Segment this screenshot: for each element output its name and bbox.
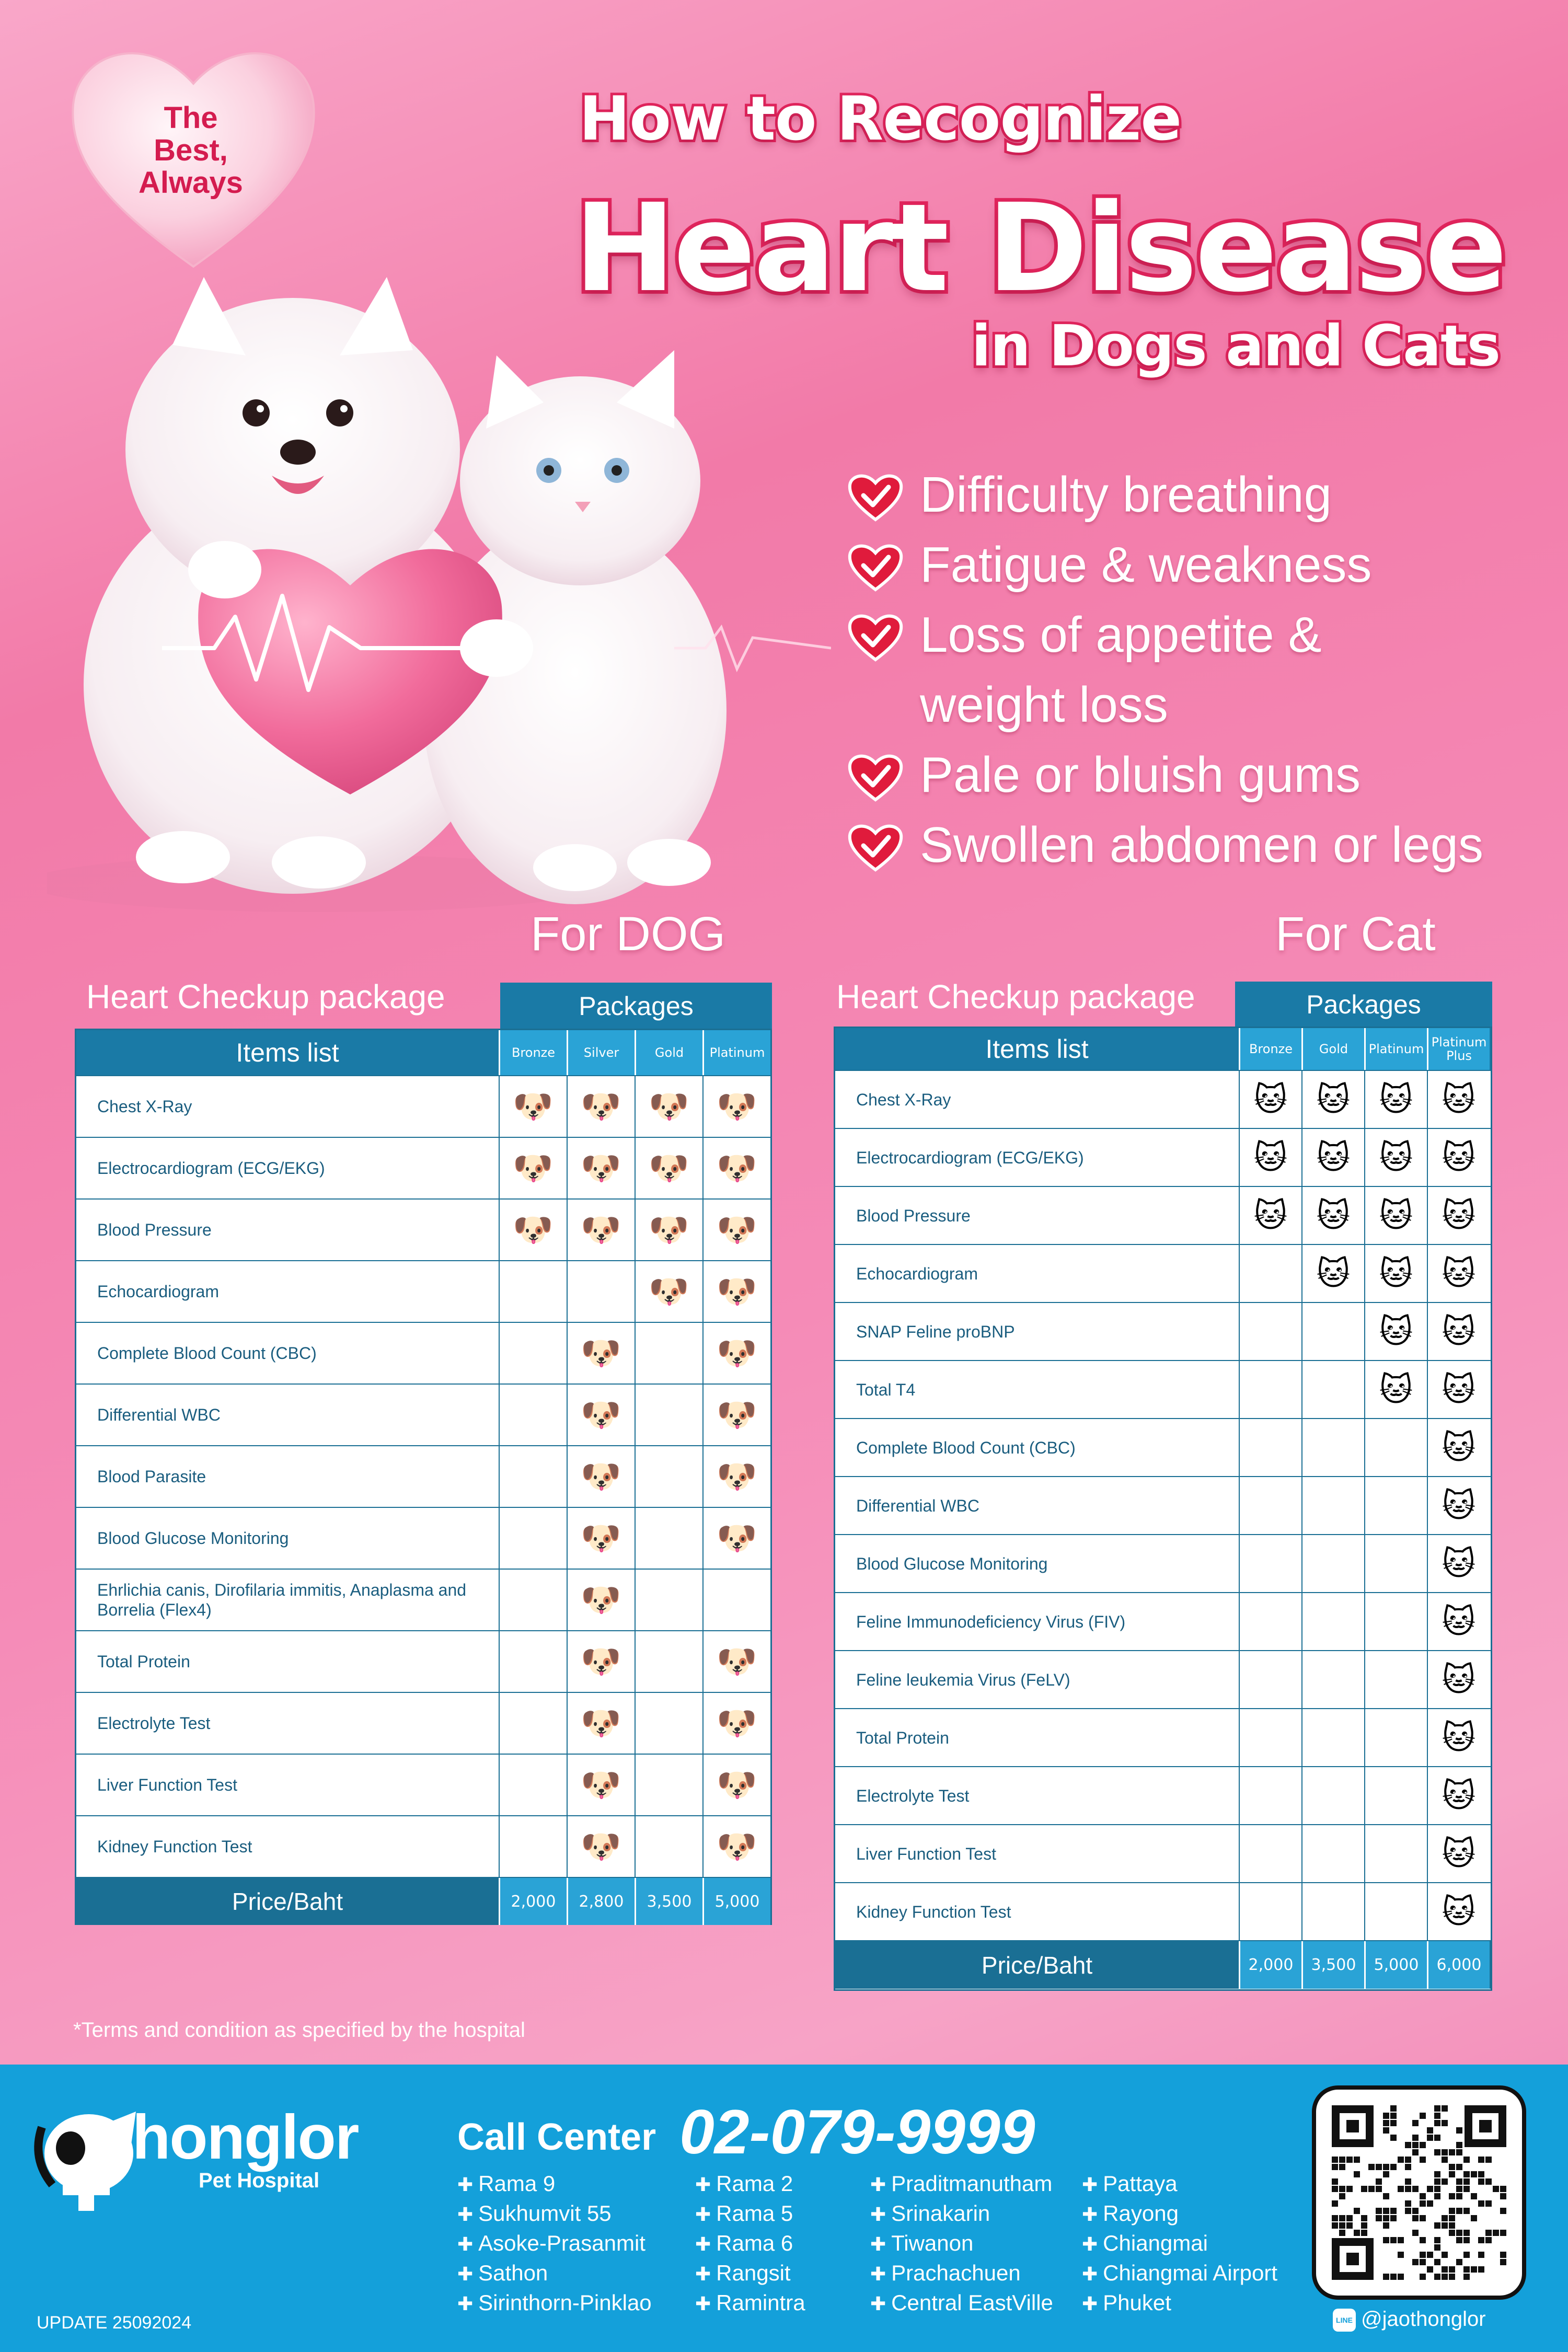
empty-cell — [1239, 1825, 1301, 1882]
empty-cell — [1301, 1767, 1364, 1824]
price-value: 2,800 — [567, 1878, 635, 1925]
empty-cell — [1301, 1825, 1364, 1882]
empty-cell — [1364, 1767, 1427, 1824]
item-name: Liver Function Test — [856, 1844, 996, 1863]
badge-line-3: Always — [139, 166, 243, 200]
dog-included-icon: 🐶 — [635, 1200, 702, 1260]
empty-cell — [499, 1446, 567, 1507]
branch-item: ✚ Sukhumvit 55 — [457, 2199, 698, 2229]
cat-included-icon: 🐱 — [1427, 1651, 1490, 1708]
empty-cell — [635, 1570, 702, 1630]
dog-table-header-row — [76, 1030, 770, 1076]
item-name: Blood Pressure — [97, 1220, 212, 1239]
symptom-item — [841, 600, 1542, 670]
table-row — [835, 1129, 1491, 1187]
dog-included-icon: 🐶 — [567, 1138, 635, 1198]
item-name: Chest X-Ray — [856, 1090, 951, 1109]
symptom-item — [841, 740, 1542, 810]
cat-package-table — [834, 1027, 1492, 1991]
branch-item: ✚ Chiangmai Airport — [1082, 2258, 1322, 2288]
dog-included-icon: 🐶 — [567, 1076, 635, 1137]
empty-cell — [635, 1755, 702, 1815]
symptom-text: Swollen abdomen or legs — [920, 817, 1483, 873]
branch-item: ✚ Srinakarin — [870, 2199, 1111, 2229]
branch-item: ✚ Phuket — [1082, 2288, 1322, 2318]
item-name: Electrocardiogram (ECG/EKG) — [856, 1148, 1084, 1167]
empty-cell — [1239, 1361, 1301, 1418]
cat-included-icon: 🐱 — [1427, 1245, 1490, 1302]
item-name: Total Protein — [856, 1728, 949, 1747]
dog-included-icon: 🐶 — [567, 1200, 635, 1260]
item-name: Liver Function Test — [97, 1775, 237, 1794]
item-name: Total Protein — [97, 1652, 190, 1671]
brand-name: thonglor — [112, 2102, 359, 2172]
cat-included-icon: 🐱 — [1427, 1709, 1490, 1766]
item-name: Blood Pressure — [856, 1206, 971, 1225]
item-name: Feline Immunodeficiency Virus (FIV) — [856, 1612, 1126, 1631]
branch-item: ✚ Tiwanon — [870, 2229, 1111, 2258]
terms-note: *Terms and condition as specified by the hospital — [73, 2019, 525, 2042]
dog-included-icon: 🐶 — [499, 1138, 567, 1198]
cat-included-icon: 🐱 — [1427, 1593, 1490, 1650]
empty-cell — [499, 1261, 567, 1322]
empty-cell — [1301, 1361, 1364, 1418]
empty-cell — [635, 1323, 702, 1383]
table-row — [76, 1385, 770, 1446]
cat-included-icon: 🐱 — [1364, 1245, 1427, 1302]
empty-cell — [1301, 1883, 1364, 1940]
empty-cell — [1239, 1535, 1301, 1592]
empty-cell — [635, 1631, 702, 1692]
empty-cell — [1239, 1303, 1301, 1360]
cat-included-icon: 🐱 — [1239, 1071, 1301, 1128]
price-value: 3,500 — [1301, 1941, 1364, 1989]
table-row — [835, 1825, 1491, 1883]
price-label: Price/Baht — [232, 1888, 343, 1915]
dog-package-table — [75, 1029, 772, 1925]
table-row — [76, 1508, 770, 1570]
symptom-text: Pale or bluish gums — [920, 747, 1361, 803]
table-row — [835, 1245, 1491, 1303]
cat-included-icon: 🐱 — [1427, 1477, 1490, 1534]
empty-cell — [1239, 1767, 1301, 1824]
symptom-text: weight loss — [920, 677, 1168, 733]
branch-item: ✚ Asoke-Prasanmit — [457, 2229, 698, 2258]
empty-cell — [635, 1816, 702, 1877]
empty-cell — [635, 1385, 702, 1445]
empty-cell — [1239, 1419, 1301, 1476]
branch-item: ✚ Rangsit — [695, 2258, 936, 2288]
dog-included-icon: 🐶 — [567, 1385, 635, 1445]
price-value: 5,000 — [702, 1878, 770, 1925]
empty-cell — [499, 1631, 567, 1692]
empty-cell — [1364, 1825, 1427, 1882]
branch-item: ✚ Central EastVille — [870, 2288, 1111, 2318]
call-center-number[interactable]: 02-079-9999 — [679, 2097, 1035, 2167]
cat-included-icon: 🐱 — [1239, 1129, 1301, 1186]
tier-header-bronze: Bronze — [1239, 1028, 1301, 1070]
dog-included-icon: 🐶 — [567, 1508, 635, 1569]
branch-item: ✚ Prachachuen — [870, 2258, 1111, 2288]
dog-included-icon: 🐶 — [702, 1138, 770, 1198]
dog-included-icon: 🐶 — [567, 1323, 635, 1383]
cat-price-row — [835, 1941, 1491, 1989]
cat-included-icon: 🐱 — [1364, 1071, 1427, 1128]
symptom-text: Fatigue & weakness — [920, 537, 1372, 593]
empty-cell — [1364, 1535, 1427, 1592]
empty-cell — [1364, 1709, 1427, 1766]
dog-price-row — [76, 1878, 770, 1925]
symptom-item — [841, 460, 1542, 530]
item-name: Electrolyte Test — [97, 1714, 211, 1733]
table-row — [835, 1477, 1491, 1535]
table-row — [76, 1200, 770, 1261]
item-name: Complete Blood Count (CBC) — [97, 1344, 317, 1363]
branch-item: ✚ Rama 9 — [457, 2169, 698, 2199]
table-row — [835, 1651, 1491, 1709]
branch-item: ✚ Rayong — [1082, 2199, 1322, 2229]
dog-included-icon: 🐶 — [702, 1755, 770, 1815]
cat-packages-header: Packages — [1235, 982, 1492, 1028]
tier-header-gold: Gold — [635, 1030, 702, 1075]
empty-cell — [1301, 1651, 1364, 1708]
item-name: Kidney Function Test — [97, 1837, 252, 1856]
dog-included-icon: 🐶 — [702, 1076, 770, 1137]
table-row — [76, 1755, 770, 1816]
item-name: SNAP Feline proBNP — [856, 1322, 1015, 1341]
dog-included-icon: 🐶 — [702, 1816, 770, 1877]
dog-section-label: For DOG — [531, 907, 726, 961]
dog-included-icon: 🐶 — [702, 1385, 770, 1445]
check-heart-icon — [847, 541, 904, 592]
cat-included-icon: 🐱 — [1301, 1129, 1364, 1186]
empty-cell — [635, 1693, 702, 1754]
dog-included-icon: 🐶 — [702, 1200, 770, 1260]
empty-cell — [1239, 1477, 1301, 1534]
qr-code[interactable] — [1312, 2085, 1526, 2300]
table-row — [835, 1187, 1491, 1245]
empty-cell — [1239, 1593, 1301, 1650]
branch-item: ✚ Rama 6 — [695, 2229, 936, 2258]
dog-included-icon: 🐶 — [567, 1570, 635, 1630]
dog-packages-header-wrap — [500, 983, 772, 1030]
dog-included-icon: 🐶 — [567, 1755, 635, 1815]
table-row — [835, 1535, 1491, 1593]
table-row — [835, 1071, 1491, 1129]
dog-included-icon: 🐶 — [635, 1138, 702, 1198]
table-row — [835, 1709, 1491, 1767]
dog-included-icon: 🐶 — [567, 1693, 635, 1754]
table-row — [76, 1570, 770, 1631]
empty-cell — [635, 1446, 702, 1507]
empty-cell — [1301, 1535, 1364, 1592]
badge-line-1: The — [164, 101, 218, 135]
table-row — [76, 1631, 770, 1693]
empty-cell — [1239, 1709, 1301, 1766]
check-heart-icon — [847, 471, 904, 522]
title-line-1: How to Recognize — [579, 84, 1181, 154]
empty-cell — [499, 1693, 567, 1754]
symptom-text: Difficulty breathing — [920, 467, 1332, 523]
tier-header-gold: Gold — [1301, 1028, 1364, 1070]
cat-included-icon: 🐱 — [1364, 1361, 1427, 1418]
line-icon: LINE — [1333, 2309, 1356, 2332]
empty-cell — [1239, 1883, 1301, 1940]
cat-package-title: Heart Checkup package — [836, 978, 1195, 1016]
item-name: Blood Glucose Monitoring — [856, 1554, 1048, 1573]
dog-included-icon: 🐶 — [567, 1446, 635, 1507]
branch-item: ✚ Sathon — [457, 2258, 698, 2288]
items-list-header: Items list — [985, 1034, 1089, 1064]
cat-included-icon: 🐱 — [1301, 1071, 1364, 1128]
cat-included-icon: 🐱 — [1364, 1187, 1427, 1244]
price-value: 3,500 — [635, 1878, 702, 1925]
dog-included-icon: 🐶 — [702, 1261, 770, 1322]
dog-included-icon: 🐶 — [499, 1200, 567, 1260]
symptom-text: Loss of appetite & — [920, 607, 1322, 663]
cat-included-icon: 🐱 — [1427, 1361, 1490, 1418]
badge-line-2: Best, — [154, 133, 228, 167]
item-name: Total T4 — [856, 1380, 916, 1399]
price-label: Price/Baht — [981, 1951, 1093, 1979]
check-heart-icon — [847, 752, 904, 802]
tier-header-bronze: Bronze — [499, 1030, 567, 1075]
empty-cell — [1364, 1477, 1427, 1534]
cat-included-icon: 🐱 — [1427, 1303, 1490, 1360]
item-name: Echocardiogram — [856, 1264, 978, 1283]
empty-cell — [499, 1323, 567, 1383]
empty-cell — [1301, 1709, 1364, 1766]
table-row — [835, 1767, 1491, 1825]
item-name: Complete Blood Count (CBC) — [856, 1438, 1076, 1457]
empty-cell — [1239, 1651, 1301, 1708]
dog-included-icon: 🐶 — [702, 1508, 770, 1569]
item-name: Ehrlichia canis, Dirofilaria immitis, Anaplasma and Borrelia (Flex4) — [97, 1581, 467, 1619]
tier-header-platinum: Platinum — [702, 1030, 770, 1075]
dog-included-icon: 🐶 — [567, 1631, 635, 1692]
item-name: Chest X-Ray — [97, 1097, 192, 1116]
price-value: 2,000 — [499, 1878, 567, 1925]
empty-cell — [702, 1570, 770, 1630]
dog-included-icon: 🐶 — [702, 1631, 770, 1692]
table-row — [835, 1593, 1491, 1651]
cat-included-icon: 🐱 — [1427, 1129, 1490, 1186]
line-id[interactable] — [1333, 2308, 1486, 2332]
empty-cell — [1301, 1303, 1364, 1360]
branch-item: ✚ Ramintra — [695, 2288, 936, 2318]
cat-table-header-row — [835, 1028, 1491, 1071]
cat-included-icon: 🐱 — [1364, 1303, 1427, 1360]
dog-included-icon: 🐶 — [635, 1076, 702, 1137]
branch-item: ✚ Praditmanutham — [870, 2169, 1111, 2199]
dog-package-title: Heart Checkup package — [86, 978, 445, 1016]
table-row — [76, 1138, 770, 1200]
item-name: Kidney Function Test — [856, 1902, 1011, 1921]
empty-cell — [1364, 1419, 1427, 1476]
dog-included-icon: 🐶 — [702, 1446, 770, 1507]
cat-included-icon: 🐱 — [1364, 1129, 1427, 1186]
update-date: UPDATE 25092024 — [37, 2313, 192, 2333]
cat-included-icon: 🐱 — [1301, 1187, 1364, 1244]
item-name: Echocardiogram — [97, 1282, 219, 1301]
cat-included-icon: 🐱 — [1427, 1883, 1490, 1940]
cat-included-icon: 🐱 — [1427, 1767, 1490, 1824]
title-line-3: in Dogs and Cats — [971, 314, 1500, 379]
empty-cell — [499, 1385, 567, 1445]
brand-sub: Pet Hospital — [199, 2169, 320, 2192]
table-row — [76, 1261, 770, 1323]
empty-cell — [635, 1508, 702, 1569]
cat-included-icon: 🐱 — [1301, 1245, 1364, 1302]
branch-item: ✚ Pattaya — [1082, 2169, 1322, 2199]
empty-cell — [1364, 1651, 1427, 1708]
cat-included-icon: 🐱 — [1427, 1535, 1490, 1592]
branch-item: ✚ Sirinthorn-Pinklao — [457, 2288, 698, 2318]
branch-item: ✚ Rama 5 — [695, 2199, 936, 2229]
tier-header-silver: Silver — [567, 1030, 635, 1075]
item-name: Blood Parasite — [97, 1467, 206, 1486]
line-id-text: @jaothonglor — [1361, 2308, 1486, 2331]
symptoms-list — [841, 460, 1542, 880]
item-name: Feline leukemia Virus (FeLV) — [856, 1670, 1070, 1689]
table-row — [76, 1446, 770, 1508]
item-name: Electrolyte Test — [856, 1786, 970, 1805]
cat-included-icon: 🐱 — [1427, 1419, 1490, 1476]
branch-column — [457, 2169, 698, 2318]
dog-and-cat-illustration — [47, 230, 831, 920]
tier-header-platinum: Platinum — [1364, 1028, 1427, 1070]
price-value: 5,000 — [1364, 1941, 1427, 1989]
item-name: Differential WBC — [856, 1496, 979, 1515]
branch-column — [870, 2169, 1111, 2318]
dog-included-icon: 🐶 — [702, 1693, 770, 1754]
table-row — [835, 1883, 1491, 1941]
empty-cell — [499, 1755, 567, 1815]
dog-included-icon: 🐶 — [702, 1323, 770, 1383]
item-name: Electrocardiogram (ECG/EKG) — [97, 1159, 325, 1178]
badge-text — [105, 102, 277, 199]
cat-included-icon: 🐱 — [1427, 1071, 1490, 1128]
symptom-item-continued — [841, 670, 1542, 740]
footer — [0, 2065, 1568, 2352]
symptom-item — [841, 530, 1542, 600]
call-center-label: Call Center — [457, 2116, 656, 2158]
price-value: 6,000 — [1427, 1941, 1490, 1989]
cat-section-label: For Cat — [1275, 907, 1436, 961]
table-row — [76, 1816, 770, 1878]
check-heart-icon — [847, 612, 904, 662]
branch-column — [1082, 2169, 1322, 2318]
title-line-2: Heart Disease — [574, 178, 1505, 319]
table-row — [835, 1419, 1491, 1477]
check-heart-icon — [847, 822, 904, 872]
empty-cell — [499, 1570, 567, 1630]
empty-cell — [1301, 1593, 1364, 1650]
table-row — [76, 1323, 770, 1385]
empty-cell — [1301, 1477, 1364, 1534]
tier-header-platinum-plus: Platinum Plus — [1427, 1028, 1490, 1070]
cat-included-icon: 🐱 — [1427, 1825, 1490, 1882]
table-row — [835, 1361, 1491, 1419]
price-value: 2,000 — [1239, 1941, 1301, 1989]
symptom-item — [841, 810, 1542, 880]
cat-included-icon: 🐱 — [1239, 1187, 1301, 1244]
empty-cell — [567, 1261, 635, 1322]
cat-packages-header-wrap — [1235, 982, 1492, 1028]
empty-cell — [1364, 1883, 1427, 1940]
table-row — [835, 1303, 1491, 1361]
qr-code-icon — [1316, 2090, 1522, 2296]
dog-included-icon: 🐶 — [635, 1261, 702, 1322]
dog-packages-header: Packages — [500, 983, 772, 1030]
empty-cell — [499, 1816, 567, 1877]
table-row — [76, 1693, 770, 1755]
dog-included-icon: 🐶 — [499, 1076, 567, 1137]
item-name: Blood Glucose Monitoring — [97, 1529, 289, 1548]
empty-cell — [1364, 1593, 1427, 1650]
empty-cell — [499, 1508, 567, 1569]
empty-cell — [1239, 1245, 1301, 1302]
branch-item: ✚ Rama 2 — [695, 2169, 936, 2199]
cat-included-icon: 🐱 — [1427, 1187, 1490, 1244]
empty-cell — [1301, 1419, 1364, 1476]
branch-item: ✚ Chiangmai — [1082, 2229, 1322, 2258]
item-name: Differential WBC — [97, 1405, 221, 1424]
dog-included-icon: 🐶 — [567, 1816, 635, 1877]
table-row — [76, 1076, 770, 1138]
items-list-header: Items list — [236, 1038, 339, 1067]
